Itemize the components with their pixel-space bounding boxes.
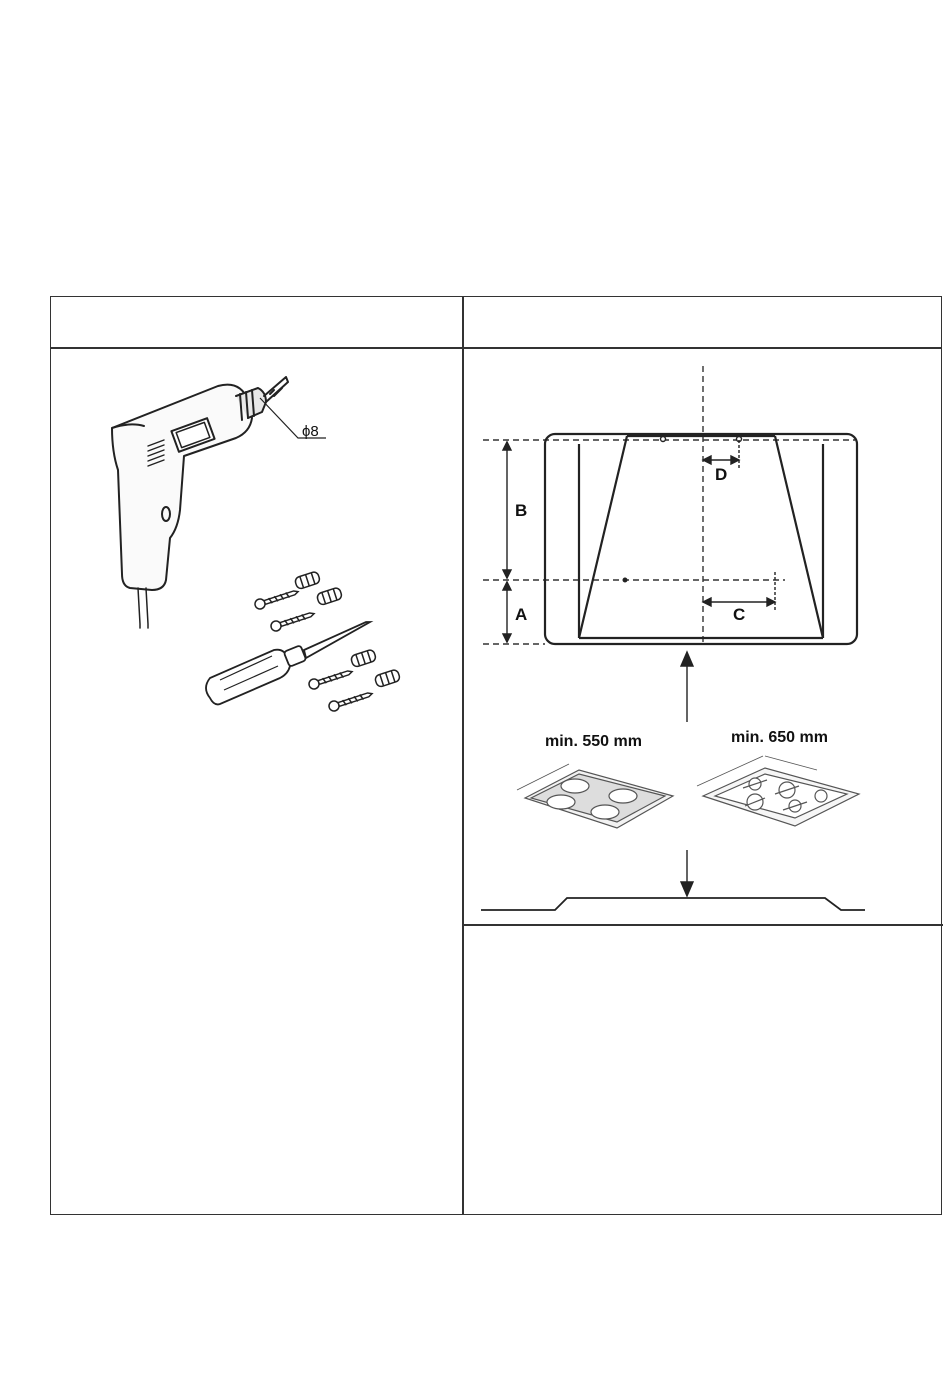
- label-c: C: [733, 605, 746, 624]
- guide-lines: [483, 366, 855, 644]
- down-arrow-icon: [681, 850, 693, 896]
- dimension-d: [703, 440, 739, 468]
- drill-bit-label: ϕ8: [302, 423, 319, 440]
- label-b: B: [515, 501, 528, 520]
- drill-icon: [112, 377, 288, 628]
- electric-hob-icon: [517, 764, 673, 828]
- mounting-holes: [623, 437, 741, 582]
- hood-installation-diagram: [465, 350, 940, 920]
- label-a: A: [515, 605, 528, 624]
- tools-illustration: [90, 360, 420, 730]
- min-distance-electric: min. 550 mm: [545, 733, 642, 750]
- screwdriver-icon: [206, 622, 370, 704]
- gas-hob-icon: [697, 756, 859, 826]
- up-arrow-icon: [681, 652, 693, 722]
- hood-outline: [545, 434, 857, 644]
- min-distance-gas: min. 650 mm: [731, 729, 828, 746]
- table-right-row-divider: [462, 924, 943, 926]
- table-header-divider: [51, 347, 941, 349]
- countertop-line: [481, 898, 865, 910]
- dimension-a: [503, 582, 511, 642]
- label-d: D: [715, 465, 728, 484]
- table-column-divider: [462, 297, 464, 1214]
- dimension-b: [503, 442, 511, 578]
